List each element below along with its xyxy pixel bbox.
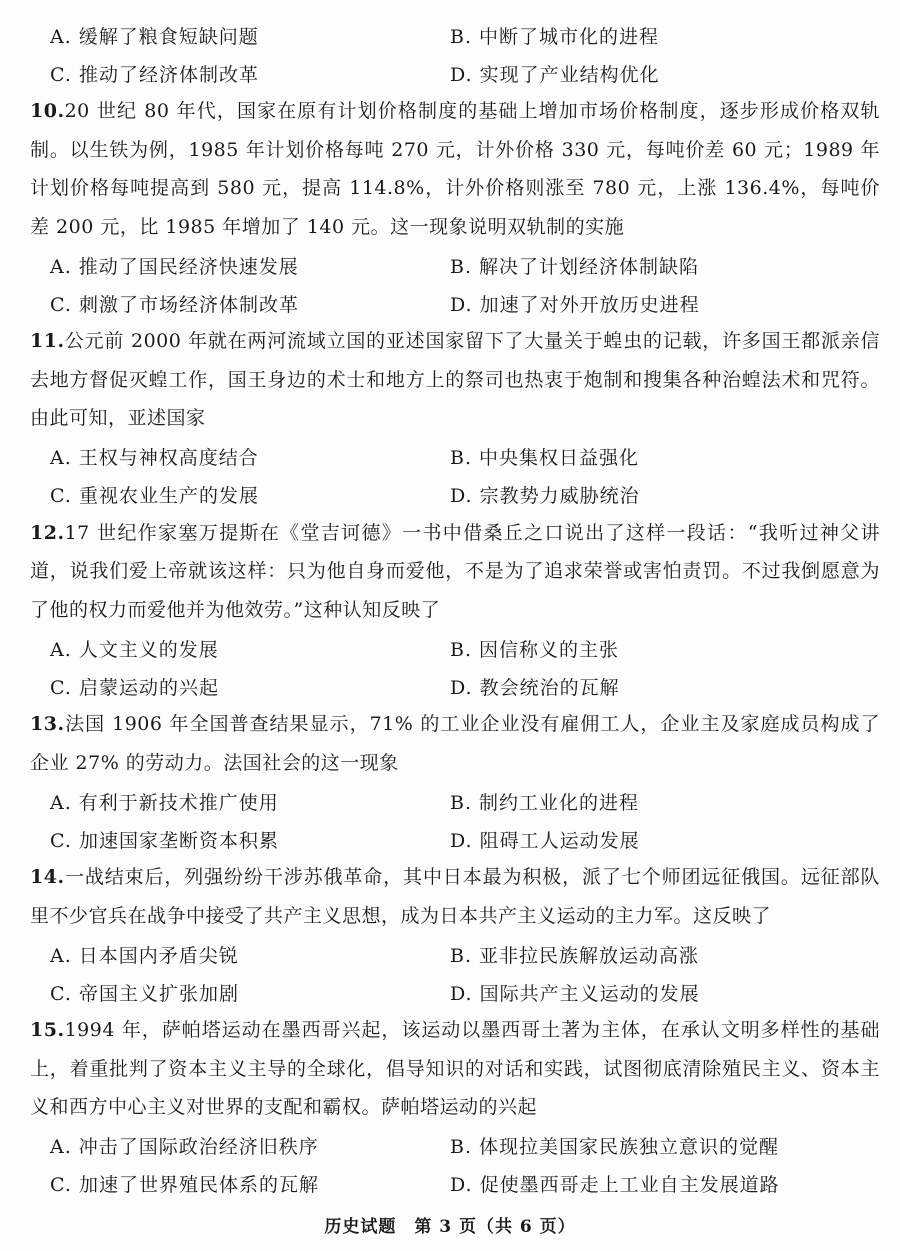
question-text: 17 世纪作家塞万提斯在《堂吉诃德》一书中借桑丘之口说出了这样一段话：“我听过神父讲道，说我们爱上帝就该这样：只为他自身而爱他，不是为了追求荣誉或害怕责罚。不过我倒愿意为了他的权力而爱他并为他效劳。”这种认知反映了 [30,521,880,621]
option-c: C. 启蒙运动的兴起 [50,676,219,699]
question-12 [30,514,880,706]
option-row [30,438,880,476]
question-number: 11. [30,330,65,352]
question-stem [30,322,880,438]
question-stem [30,705,880,782]
option-d: D. 促使墨西哥走上工业自主发展道路 [450,1174,780,1196]
option-d: D. 宗教势力威胁统治 [450,485,640,507]
option-c: C. 加速国家垄断资本积累 [50,829,279,852]
option-a: A. 推动了国民经济快速发展 [50,255,299,278]
option-row [30,973,880,1011]
option-b: B. 因信称义的主张 [450,638,620,661]
option-b: B. 中断了城市化的进程 [450,25,660,48]
option-c: C. 刺激了市场经济体制改革 [50,293,299,316]
question-13 [30,705,880,858]
option-a: A. 有利于新技术推广使用 [50,791,279,814]
question-text: 法国 1906 年全国普查结果显示，71% 的工业企业没有雇佣工人，企业主及家庭成员构成了企业 27% 的劳动力。法国社会的这一现象 [30,713,880,774]
option-row [30,284,880,322]
option-d: D. 加速了对外开放历史进程 [450,293,700,316]
option-d: D. 国际共产主义运动的发展 [450,982,700,1005]
question-stem [30,1011,880,1127]
option-b: B. 制约工业化的进程 [450,791,640,814]
option-c: C. 帝国主义扩张加剧 [50,982,239,1005]
question-14 [30,858,880,1011]
option-row [30,782,880,820]
option-d: D. 教会统治的瓦解 [450,676,620,699]
option-d: D. 实现了产业结构优化 [450,63,660,86]
option-row [30,820,880,858]
option-a: A. 日本国内矛盾尖锐 [50,944,239,967]
option-d: D. 阻碍工人运动发展 [450,829,640,852]
question-number: 15. [30,1019,65,1041]
option-c: C. 推动了经济体制改革 [50,63,259,86]
page-footer: 历史试题 第 3 页（共 6 页） [324,1217,576,1237]
option-b: B. 体现拉美国家民族独立意识的觉醒 [450,1136,780,1158]
question-number: 12. [30,521,65,544]
option-a: A. 冲击了国际政治经济旧秩序 [50,1136,319,1158]
question-text: 20 世纪 80 年代，国家在原有计划价格制度的基础上增加市场价格制度，逐步形成价格双轨制。以生铁为例，1985 年计划价格每吨 270 元，计外价格 330 元，每吨价差 60 元；1989 年计划价格每吨提高到 580 元，提高 114.8%，计外价格则涨至 780 元，上涨 136.4%，每吨价差 200 元，比 1985 年增加了 140 元。这一现象说明双轨制的实施 [30,100,880,238]
question-stem [30,858,880,935]
option-row [30,1165,880,1203]
option-c: C. 重视农业生产的发展 [50,485,259,507]
option-row [30,476,880,514]
option-c: C. 加速了世界殖民体系的瓦解 [50,1174,319,1196]
question-number: 14. [30,866,65,888]
option-a: A. 人文主义的发展 [50,638,219,661]
question-9-options [30,16,880,92]
option-a: A. 王权与神权高度结合 [50,447,259,469]
option-row [30,629,880,667]
question-11 [30,322,880,514]
question-text: 一战结束后，列强纷纷干涉苏俄革命，其中日本最为积极，派了七个师团远征俄国。远征部队里不少官兵在战争中接受了共产主义思想，成为日本共产主义运动的主力军。这反映了 [30,866,880,927]
question-10 [30,92,880,322]
question-number: 10. [30,100,65,122]
option-a: A. 缓解了粮食短缺问题 [50,25,259,48]
option-b: B. 亚非拉民族解放运动高涨 [450,944,700,967]
option-row [30,667,880,705]
option-row [30,16,880,54]
question-stem [30,514,880,630]
option-row [30,246,880,284]
question-stem [30,92,880,246]
option-b: B. 中央集权日益强化 [450,447,640,469]
question-text: 公元前 2000 年就在两河流域立国的亚述国家留下了大量关于蝗虫的记载，许多国王都派亲信去地方督促灭蝗工作，国王身边的术士和地方上的祭司也热衷于炮制和搜集各种治蝗法术和咒符。由此可知，亚述国家 [30,330,880,429]
option-row [30,1127,880,1165]
option-row [30,935,880,973]
option-row [30,54,880,92]
question-15 [30,1011,880,1203]
question-number: 13. [30,713,65,735]
option-b: B. 解决了计划经济体制缺陷 [450,255,700,278]
question-text: 1994 年，萨帕塔运动在墨西哥兴起，该运动以墨西哥土著为主体，在承认文明多样性的基础上，着重批判了资本主义主导的全球化，倡导知识的对话和实践，试图彻底清除殖民主义、资本主义和西方中心主义对世界的支配和霸权。萨帕塔运动的兴起 [30,1019,880,1118]
